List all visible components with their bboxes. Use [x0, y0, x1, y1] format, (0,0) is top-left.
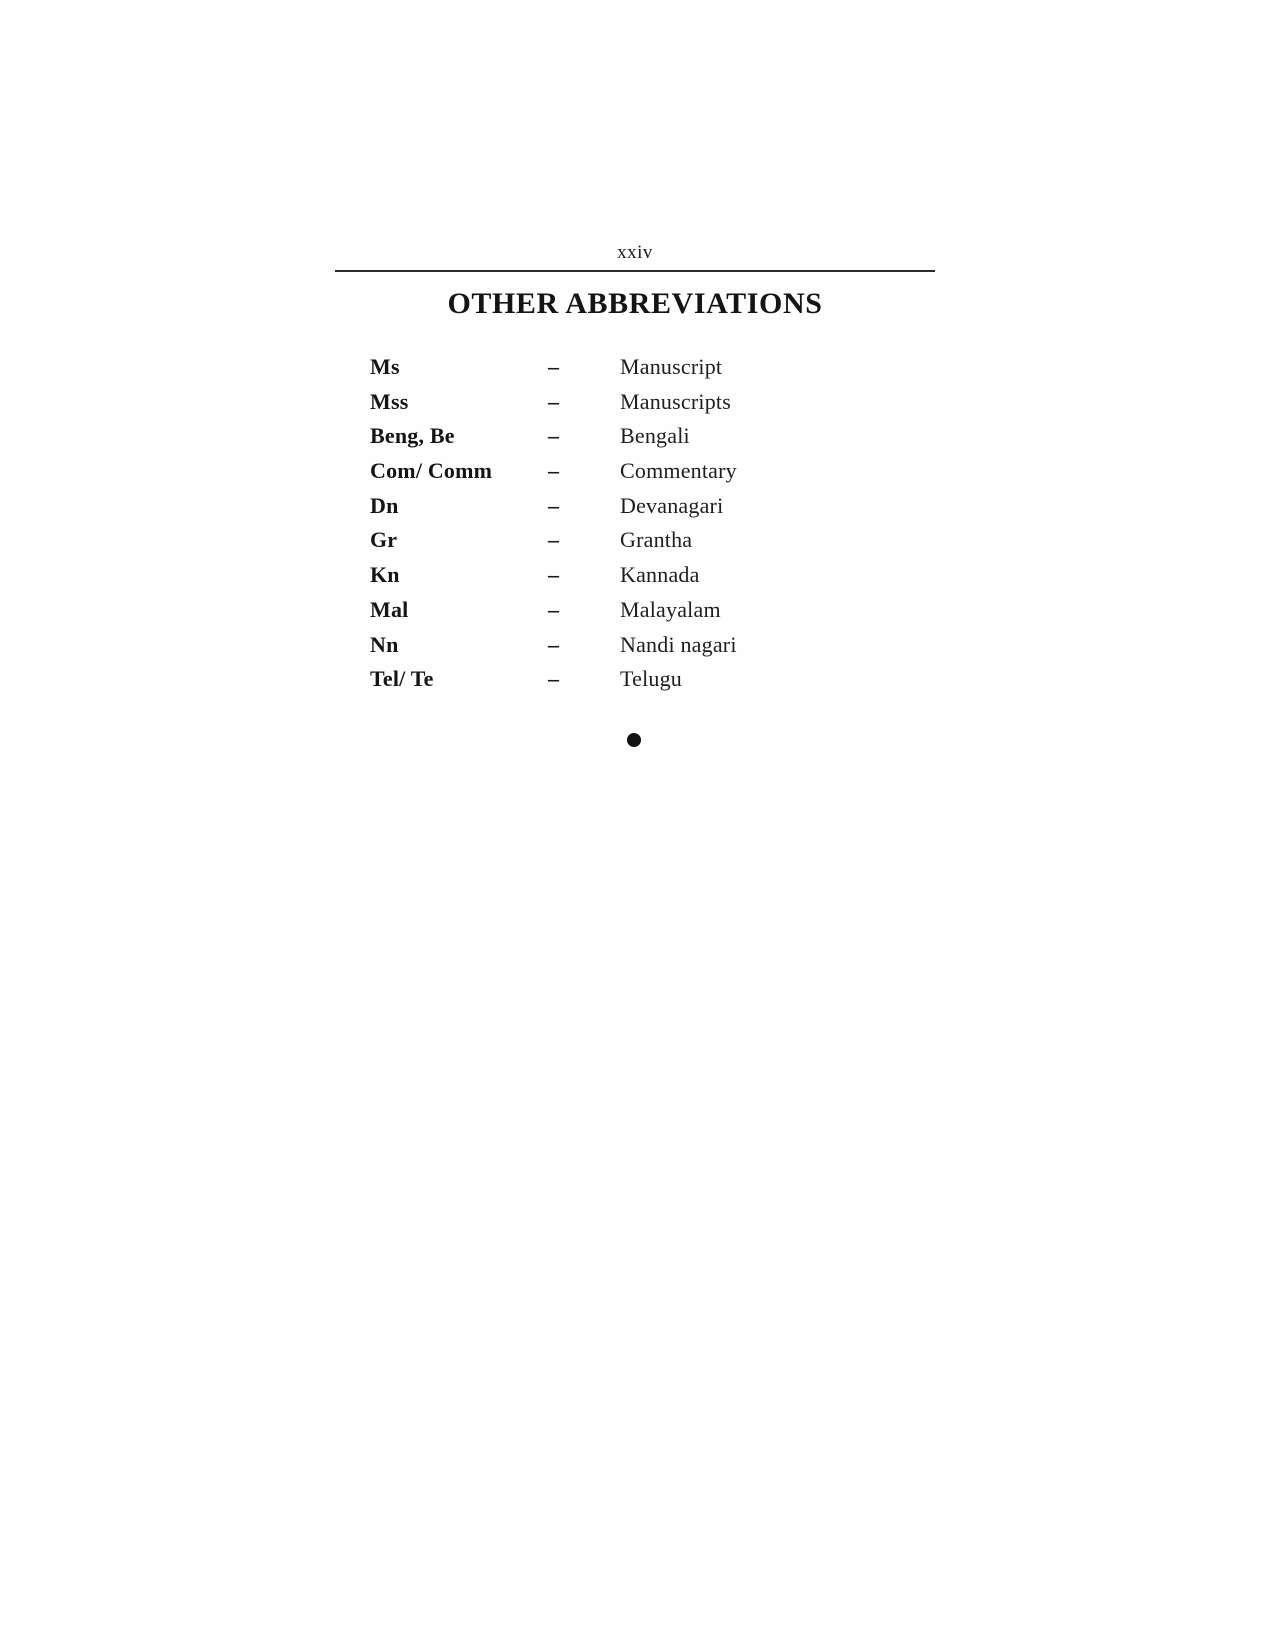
abbreviation-row — [370, 523, 930, 558]
abbreviation-definition: Malayalam — [620, 596, 721, 622]
abbreviation-row — [370, 593, 930, 628]
abbreviation-row — [370, 489, 930, 524]
abbreviation-term: Ms — [370, 354, 400, 379]
abbreviation-row — [370, 628, 930, 663]
page-header — [335, 243, 935, 272]
abbreviation-separator: – — [548, 423, 559, 449]
abbreviation-row — [370, 558, 930, 593]
abbreviation-separator: – — [548, 631, 559, 657]
abbreviation-separator: – — [548, 492, 559, 518]
page-number: xxiv — [617, 242, 653, 263]
abbreviation-definition: Bengali — [620, 423, 690, 449]
abbreviation-separator: – — [548, 354, 559, 379]
abbreviation-term: Mal — [370, 596, 409, 622]
abbreviation-term: Mss — [370, 388, 409, 414]
abbreviation-definition: Manuscript — [620, 354, 723, 379]
abbreviation-row — [370, 350, 930, 385]
abbreviation-list — [370, 350, 930, 697]
abbreviation-separator: – — [548, 388, 559, 414]
abbreviation-separator: – — [548, 458, 559, 484]
abbreviation-term: Gr — [370, 527, 398, 553]
abbreviation-separator: – — [548, 596, 559, 622]
abbreviation-definition: Kannada — [620, 562, 700, 588]
abbreviation-definition: Grantha — [620, 527, 693, 553]
abbreviation-term: Nn — [370, 631, 399, 657]
abbreviation-term: Dn — [370, 492, 399, 518]
abbreviation-term: Beng, Be — [370, 423, 455, 449]
page-title: OTHER ABBREVIATIONS — [447, 287, 823, 320]
abbreviation-row — [370, 419, 930, 454]
end-of-section-bullet-icon — [627, 733, 641, 747]
abbreviation-row — [370, 385, 930, 420]
header-divider — [335, 270, 935, 272]
abbreviation-definition: Telugu — [620, 666, 682, 692]
abbreviation-separator: – — [548, 527, 559, 553]
abbreviation-definition: Nandi nagari — [620, 631, 737, 657]
abbreviation-definition: Devanagari — [620, 492, 724, 518]
abbreviation-term: Kn — [370, 562, 400, 588]
abbreviation-separator: – — [548, 666, 559, 692]
abbreviation-separator: – — [548, 562, 559, 588]
abbreviation-term: Tel/ Te — [370, 666, 434, 692]
abbreviation-definition: Commentary — [620, 458, 737, 484]
abbreviation-term: Com/ Comm — [370, 458, 493, 484]
abbreviation-row — [370, 662, 930, 697]
abbreviation-definition: Manuscripts — [620, 388, 731, 414]
abbreviation-row — [370, 454, 930, 489]
